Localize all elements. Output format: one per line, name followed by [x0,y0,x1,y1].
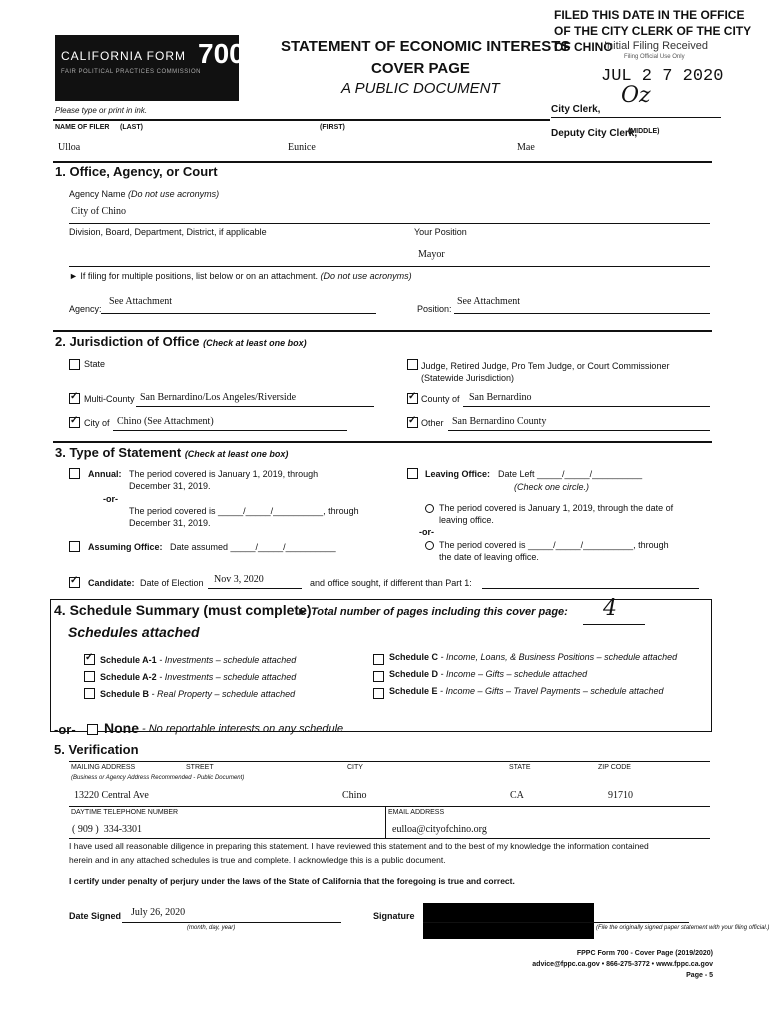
city-field-value[interactable]: Chino [342,790,367,801]
email-label: EMAIL ADDRESS [388,809,445,816]
multiple-positions-note: ► If filing for multiple positions, list below or on an attachment. (Do not use acronyms) [69,271,412,281]
leaving-office-checkbox[interactable] [407,468,418,479]
stamp-line1: FILED THIS DATE IN THE OFFICE [554,8,745,22]
position2-value[interactable]: See Attachment [457,296,521,307]
judge-checkbox[interactable] [407,359,418,370]
logo-form-number: 700 [198,38,245,69]
candidate-election-date[interactable]: Nov 3, 2020 [214,574,264,585]
filer-first[interactable]: Eunice [288,142,316,153]
leaving-office-label: Leaving Office: [425,469,491,479]
filer-last-label: (LAST) [120,124,143,131]
city-label: City of [84,418,110,428]
candidate-checkbox[interactable] [69,577,80,588]
section2-title: 2. Jurisdiction of Office (Check at least one box) [55,334,307,349]
other-checkbox[interactable] [407,417,418,428]
signature-redaction [423,903,594,939]
certify-text: I certify under penalty of perjury under the laws of the State of California that the foregoing is true and correct. [69,876,515,886]
diligence-text-2: herein and in any attached schedules is true and complete. I acknowledge this is a public document. [69,855,446,865]
signature-hint: (File the originally signed paper statement with your filing official.) [596,925,770,931]
county-label: County of [421,394,460,404]
diligence-text: I have used all reasonable diligence in preparing this statement. I have reviewed this statement and to the best of my knowledge the information contained [69,841,649,851]
footer-page: Page - 5 [686,972,713,979]
assuming-office-date[interactable]: Date assumed _____/_____/__________ [170,542,336,552]
annual-text3: The period covered is _____/_____/__________, through [129,506,359,516]
candidate-office-text: and office sought, if different than Part 1: [310,578,472,588]
candidate-text: Date of Election [140,578,204,588]
agency2-value[interactable]: See Attachment [109,296,173,307]
form-700-logo [55,35,245,101]
state-checkbox[interactable] [69,359,80,370]
none-checkbox[interactable] [87,724,98,735]
annual-label: Annual: [88,469,122,479]
agency2-label: Agency: [69,304,102,314]
candidate-label: Candidate: [88,578,135,588]
schedule-a2-label: Schedule A-2 - Investments – schedule attached [100,672,297,682]
zip-label: ZIP CODE [598,764,631,771]
leaving-option2-text: The period covered is _____/_____/__________, through [439,540,669,550]
logo-subtitle: FAIR POLITICAL PRACTICES COMMISSION [61,69,201,75]
stamp-deputy: Deputy City Clerk, [551,128,638,139]
schedule-c-label: Schedule C - Income, Loans, & Business Positions – schedule attached [389,652,678,662]
county-value[interactable]: San Bernardino [469,392,532,403]
street-label: STREET [186,764,214,771]
schedule-d-checkbox[interactable] [373,671,384,682]
total-pages-value[interactable]: 4 [603,596,617,621]
agency-name-label: Agency Name (Do not use acronyms) [69,189,220,199]
agency-name-value[interactable]: City of Chino [71,206,127,217]
schedule-d-label: Schedule D - Income – Gifts – schedule attached [389,669,588,679]
section1-title: 1. Office, Agency, or Court [55,164,218,179]
annual-or: -or- [103,494,118,504]
section4-title: 4. Schedule Summary (must complete) [54,602,312,618]
schedule-e-checkbox[interactable] [373,688,384,699]
annual-text2: December 31, 2019. [129,481,211,491]
state-field-value[interactable]: CA [510,790,524,801]
your-position-value[interactable]: Mayor [418,249,445,260]
state-field-label: STATE [509,764,531,771]
leaving-or: -or- [419,527,434,537]
phone-label: DAYTIME TELEPHONE NUMBER [71,809,179,816]
date-signed-hint: (month, day, year) [187,925,236,931]
filer-middle[interactable]: Mae [517,142,535,153]
filer-name-label: NAME OF FILER [55,124,110,131]
division-label: Division, Board, Department, District, if applicable [69,227,267,237]
none-label: None [104,720,139,736]
state-label: State [84,359,106,369]
none-text: - No reportable interests on any schedule [142,723,344,735]
city-value[interactable]: Chino (See Attachment) [117,416,214,427]
schedule-a1-label: Schedule A-1 - Investments – schedule attached [100,655,297,665]
stamp-official-use: Filing Official Use Only [624,54,685,60]
date-signed-label: Date Signed [69,911,122,921]
leaving-office-date[interactable]: Date Left _____/_____/__________ [498,469,643,479]
leaving-option1-radio[interactable] [425,504,434,513]
footer-contact: advice@fppc.ca.gov • 866-275-3772 • www.fppc.ca.gov [532,961,713,968]
county-checkbox[interactable] [407,393,418,404]
total-pages-label: ► Total number of pages including this cover page: [297,606,568,618]
annual-text1: The period covered is January 1, 2019, through [129,469,319,479]
city-checkbox[interactable] [69,417,80,428]
section3-title: 3. Type of Statement (Check at least one box) [55,445,289,460]
schedule-c-checkbox[interactable] [373,654,384,665]
zip-value[interactable]: 91710 [608,790,633,801]
filer-last[interactable]: Ulloa [58,142,81,153]
none-or-label: -or- [54,722,76,737]
filer-middle-label: (MIDDLE) [628,128,660,135]
check-one-note: (Check one circle.) [514,482,590,492]
schedule-a1-checkbox[interactable] [84,654,95,665]
logo-form-label: CALIFORNIA FORM [61,49,187,63]
judge-label-2: (Statewide Jurisdiction) [421,373,515,383]
filer-first-label: (FIRST) [320,124,345,131]
city-field-label: CITY [347,764,363,771]
leaving-option2-text2: the date of leaving office. [439,552,539,562]
signature-label: Signature [373,911,415,921]
page-title: STATEMENT OF ECONOMIC INTERESTS [281,38,571,55]
street-value[interactable]: 13220 Central Ave [74,790,149,801]
multi-county-value[interactable]: San Bernardino/Los Angeles/Riverside [140,392,297,403]
phone-value[interactable]: ( 909 ) 334-3301 [72,824,143,835]
other-label: Other [421,418,444,428]
other-value[interactable]: San Bernardino County [452,416,547,427]
judge-label: Judge, Retired Judge, Pro Tem Judge, or Court Commissioner [421,361,670,371]
leaving-option1-text2: leaving office. [439,515,494,525]
public-document: A PUBLIC DOCUMENT [341,80,500,97]
business-note: (Business or Agency Address Recommended - Public Document) [71,775,245,781]
schedule-e-label: Schedule E - Income – Gifts – Travel Payments – schedule attached [389,686,664,696]
schedule-a2-checkbox[interactable] [84,671,95,682]
multi-county-label: Multi-County [84,394,135,404]
stamp-line3: OF CHINO [554,40,613,54]
position2-label: Position: [417,304,452,314]
print-instruction: Please type or print in ink. [55,106,148,115]
stamp-date: JUL 2 7 2020 [601,67,724,86]
assuming-office-label: Assuming Office: [88,542,163,552]
assuming-office-checkbox[interactable] [69,541,80,552]
email-value[interactable]: eulloa@cityofchino.org [392,824,487,835]
your-position-label: Your Position [414,227,467,237]
stamp-city-clerk: City Clerk, [551,104,601,115]
footer-form: FPPC Form 700 - Cover Page (2019/2020) [576,950,713,957]
page-subtitle: COVER PAGE [371,60,470,77]
section5-title: 5. Verification [54,742,139,757]
leaving-option2-radio[interactable] [425,541,434,550]
schedule-b-checkbox[interactable] [84,688,95,699]
mailing-address-label: MAILING ADDRESS [71,764,136,771]
date-signed-value[interactable]: July 26, 2020 [131,907,186,918]
multi-county-checkbox[interactable] [69,393,80,404]
annual-checkbox[interactable] [69,468,80,479]
stamp-line2: OF THE CITY CLERK OF THE CITY [554,24,752,38]
schedule-b-label: Schedule B - Real Property – schedule attached [100,689,296,699]
annual-text4: December 31, 2019. [129,518,211,528]
schedules-attached-label: Schedules attached [68,624,200,640]
stamp-received: Initial Filing Received [604,40,708,52]
leaving-option1-text: The period covered is January 1, 2019, through the date of [439,503,674,513]
stamp-initials: Oz [621,83,651,108]
